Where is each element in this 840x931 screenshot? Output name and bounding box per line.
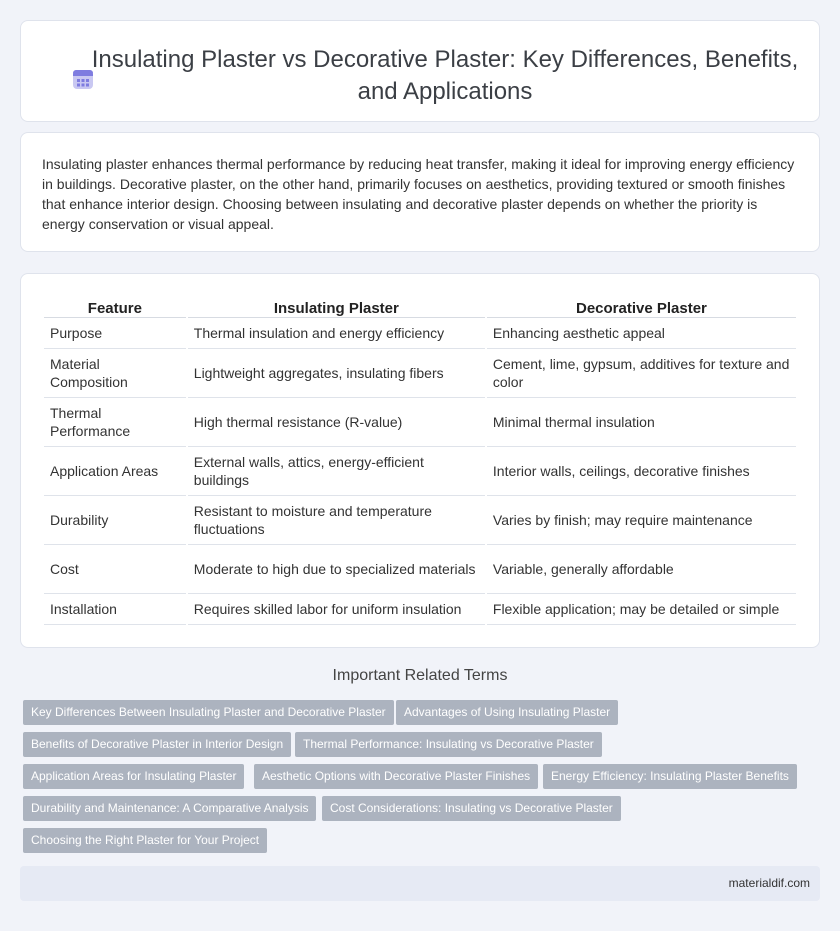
related-term-link[interactable]: Energy Efficiency: Insulating Plaster Benefits [543, 764, 797, 789]
related-term-link[interactable]: Benefits of Decorative Plaster in Interior Design [23, 732, 291, 757]
table-row [44, 349, 796, 398]
related-term-link[interactable]: Aesthetic Options with Decorative Plaster Finishes [254, 764, 538, 789]
table-cell: Interior walls, ceilings, decorative finishes [487, 447, 796, 496]
table-cell: Flexible application; may be detailed or simple [487, 594, 796, 625]
table-cell: Requires skilled labor for uniform insulation [188, 594, 485, 625]
table-cell: Variable, generally affordable [487, 545, 796, 594]
table-cell: Material Composition [44, 349, 186, 398]
table-cell: External walls, attics, energy-efficient buildings [188, 447, 485, 496]
table-row [44, 545, 796, 594]
column-header-decorative: Decorative Plaster [487, 296, 796, 318]
footer-site-link[interactable]: materialdif.com [728, 876, 810, 890]
table-cell: Cement, lime, gypsum, additives for texture and color [487, 349, 796, 398]
related-terms-title: Important Related Terms [332, 667, 508, 684]
table-cell: Varies by finish; may require maintenance [487, 496, 796, 545]
table-cell: Minimal thermal insulation [487, 398, 796, 447]
table-header-row [44, 296, 796, 318]
table-cell: Lightweight aggregates, insulating fibers [188, 349, 485, 398]
related-term-link[interactable]: Thermal Performance: Insulating vs Decorative Plaster [295, 732, 602, 757]
table-cell: Thermal Performance [44, 398, 186, 447]
footer [20, 866, 820, 901]
table-cell: Durability [44, 496, 186, 545]
column-header-insulating: Insulating Plaster [188, 296, 485, 318]
related-term-link[interactable]: Application Areas for Insulating Plaster [23, 764, 244, 789]
table-cell: Resistant to moisture and temperature fluctuations [188, 496, 485, 545]
intro-paragraph: Insulating plaster enhances thermal performance by reducing heat transfer, making it ideal for improving energy efficiency in buildings. Decorative plaster, on the other hand, primarily focuses on aesthetics, providing textured or smooth finishes that enhance interior design. Choosing between insulating and decorative plaster depends on whether the priority is energy conservation or visual appeal. [42, 156, 795, 232]
table-cell: High thermal resistance (R-value) [188, 398, 485, 447]
intro-card [20, 132, 820, 252]
table-row [44, 398, 796, 447]
table-cell: Enhancing aesthetic appeal [487, 318, 796, 349]
table-cell: Purpose [44, 318, 186, 349]
comparison-card [20, 273, 820, 648]
related-term-link[interactable]: Choosing the Right Plaster for Your Project [23, 828, 267, 853]
table-cell: Moderate to high due to specialized materials [188, 545, 485, 594]
related-term-link[interactable]: Advantages of Using Insulating Plaster [396, 700, 618, 725]
table-cell: Cost [44, 545, 186, 594]
table-row [44, 496, 796, 545]
table-row [44, 594, 796, 625]
table-cell: Thermal insulation and energy efficiency [188, 318, 485, 349]
table-row [44, 318, 796, 349]
page-title: Insulating Plaster vs Decorative Plaster: Key Differences, Benefits, and Applications [91, 46, 799, 105]
related-term-link[interactable]: Cost Considerations: Insulating vs Decorative Plaster [322, 796, 621, 821]
related-term-link[interactable]: Durability and Maintenance: A Comparative Analysis [23, 796, 316, 821]
column-header-feature: Feature [44, 296, 186, 318]
title-card [20, 20, 820, 122]
table-cell: Application Areas [44, 447, 186, 496]
comparison-table [42, 296, 798, 625]
table-row [44, 447, 796, 496]
related-term-link[interactable]: Key Differences Between Insulating Plaster and Decorative Plaster [23, 700, 394, 725]
table-cell: Installation [44, 594, 186, 625]
